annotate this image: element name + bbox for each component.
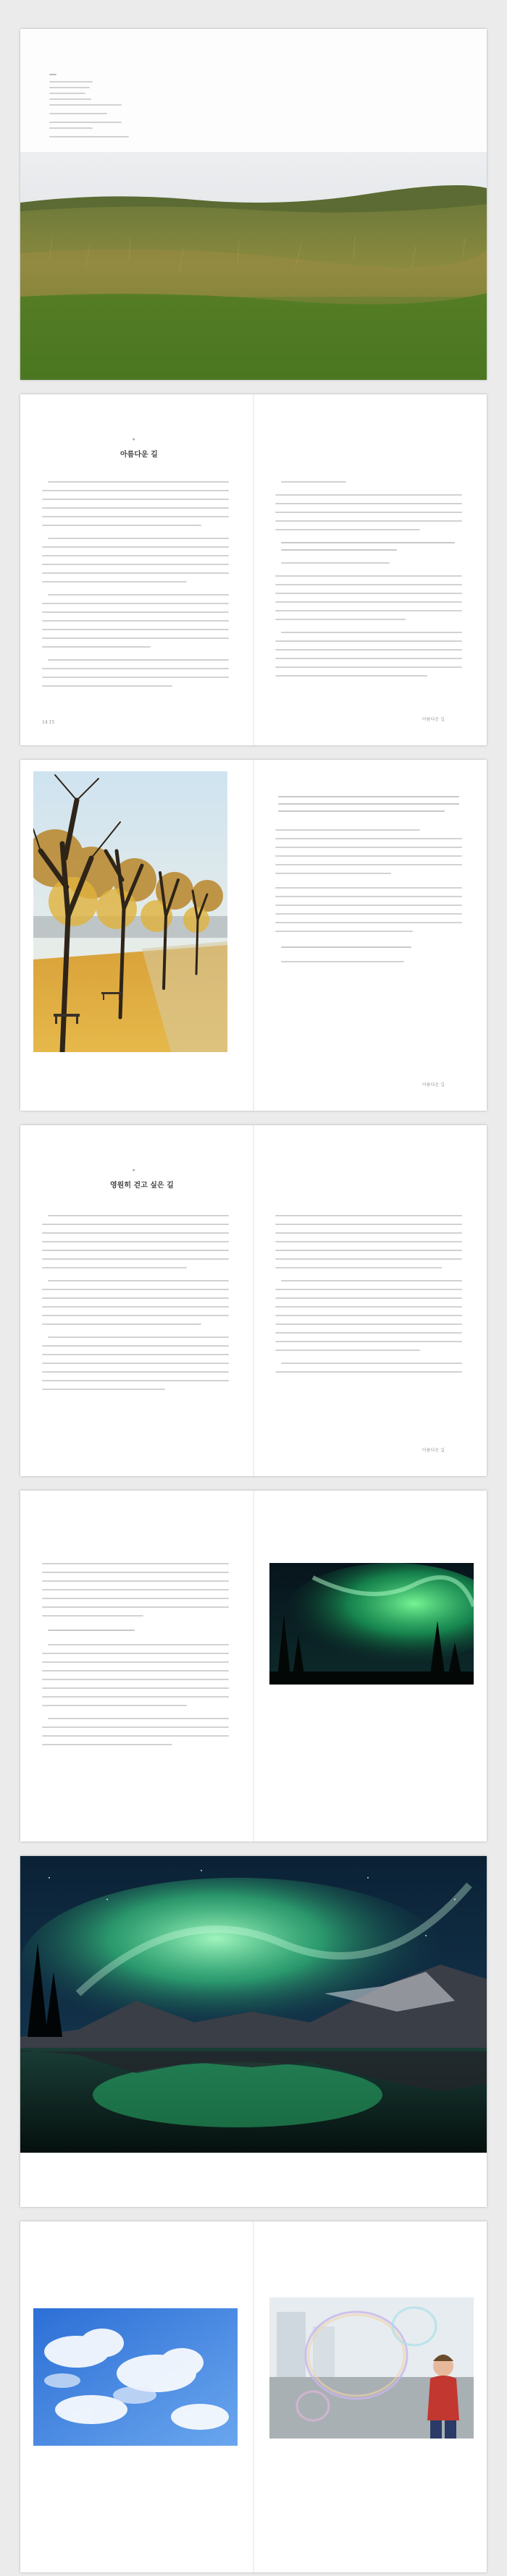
spread-4: [20, 1125, 487, 1476]
running-footer-right: 아름다운 길: [422, 1082, 445, 1088]
running-footer-right: 아름다운 길: [422, 1448, 445, 1453]
cloud-sky-photo: [33, 2308, 238, 2446]
ornament-mark: *: [133, 438, 135, 444]
page-gutter: [253, 2221, 254, 2572]
page-gutter: [253, 760, 254, 1111]
chapter-heading: 아름다운 길: [120, 451, 158, 459]
aurora-lake-illustration: [20, 1856, 487, 2153]
page-gutter: [253, 1125, 254, 1476]
grass-field-illustration: [20, 152, 487, 380]
spread-2: [20, 394, 487, 745]
spread-7: [20, 2221, 487, 2572]
page-gutter: [253, 1491, 254, 1842]
aurora-photo: [269, 1563, 474, 1685]
bubbles-photo: [269, 2297, 474, 2439]
spread-6: [20, 1856, 487, 2207]
aurora-lake-photo: [20, 1856, 487, 2153]
page-gutter: [253, 394, 254, 745]
spread-3: [20, 760, 487, 1111]
ornament-mark: *: [133, 1169, 135, 1174]
spread-1: [20, 29, 487, 380]
autumn-avenue-illustration: [33, 771, 227, 1052]
cloud-sky-illustration: [33, 2308, 238, 2446]
page-number-left: 14 15: [42, 720, 55, 725]
chapter-heading: 영원히 걷고 싶은 길: [110, 1182, 174, 1190]
running-footer-right: 아름다운 길: [422, 717, 445, 722]
autumn-avenue-photo: [33, 771, 227, 1052]
spread-5: [20, 1491, 487, 1842]
bubbles-illustration: [269, 2297, 474, 2439]
grass-field-photo: [20, 152, 487, 380]
aurora-illustration: [269, 1563, 474, 1685]
